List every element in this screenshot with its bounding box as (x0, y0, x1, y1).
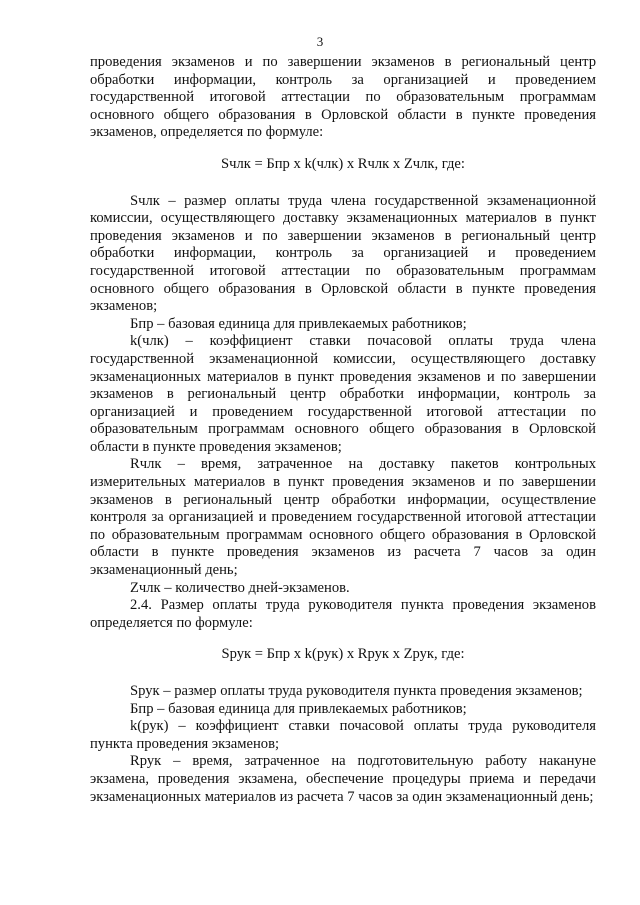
paragraph-intro: проведения экзаменов и по завершении экзаменов в региональный центр обработки информации, контроль за организацией и проведением государственной итоговой аттестации по образовательным программам основного общего образования в Орловской области в пункте проведения экзаменов, определяется по формуле: (90, 54, 596, 141)
definition-k-ruk: k(рук) – коэффициент ставки почасовой оплаты труда руководителя пункта проведения экзаменов; (90, 718, 596, 752)
definition-r-chlk: Rчлк – время, затраченное на доставку пакетов контрольных измерительных материалов в пункт проведения экзаменов и по завершении экзаменов в региональный центр обработки информации, осуществление контроля за организацией и проведением государственной итоговой аттестации по образовательным программам основного общего образования в Орловской области в пункте проведения экзаменов из расчета 7 часов за один экзаменационный день; (90, 456, 596, 579)
definition-r-ruk: Rрук – время, затраченное на подготовительную работу накануне экзамена, проведения экзамена, обеспечение процедуры приема и передачи экзаменационных материалов из расчета 7 часов за один экзаменационный день; (90, 753, 596, 805)
definition-z-chlk: Zчлк – количество дней-экзаменов. (130, 579, 350, 596)
formula-ruk: Sрук = Бпр x k(рук) x Rрук x Zрук, где: (221, 646, 465, 663)
paragraph-2-4: 2.4. Размер оплаты труда руководителя пункта проведения экзаменов определяется по формуле: (90, 597, 596, 631)
definition-k-chlk: k(члк) – коэффициент ставки почасовой оплаты труда члена государственной экзаменационной комиссии, осуществляющего доставку экзаменационных материалов в пункт проведения экзаменов и по завершении экзаменов в региональный центр обработки информации, контроль за организацией и проведением государственной итоговой аттестации по образовательным программам основного общего образования в Орловской области в пункте проведения экзаменов; (90, 333, 596, 455)
formula-chlk: Sчлк = Бпр x k(члк) x Rчлк x Zчлк, где: (221, 155, 465, 172)
page-number: 3 (316, 34, 324, 49)
definition-s-ruk: Sрук – размер оплаты труда руководителя пункта проведения экзаменов; (130, 683, 583, 699)
definition-bpr: Бпр – базовая единица для привлекаемых работников; (130, 315, 467, 332)
document-body (90, 54, 596, 806)
definition-bpr-2: Бпр – базовая единица для привлекаемых работников; (130, 700, 467, 717)
definition-s-chlk: Sчлк – размер оплаты труда члена государственной экзаменационной комиссии, осуществляющего доставку экзаменационных материалов в пункт проведения экзаменов и по завершении экзаменов в региональный центр обработки информации, контроль за организацией и проведением государственной итоговой аттестации по образовательным программам основного общего образования в Орловской области в пункте проведения экзаменов; (90, 192, 596, 315)
